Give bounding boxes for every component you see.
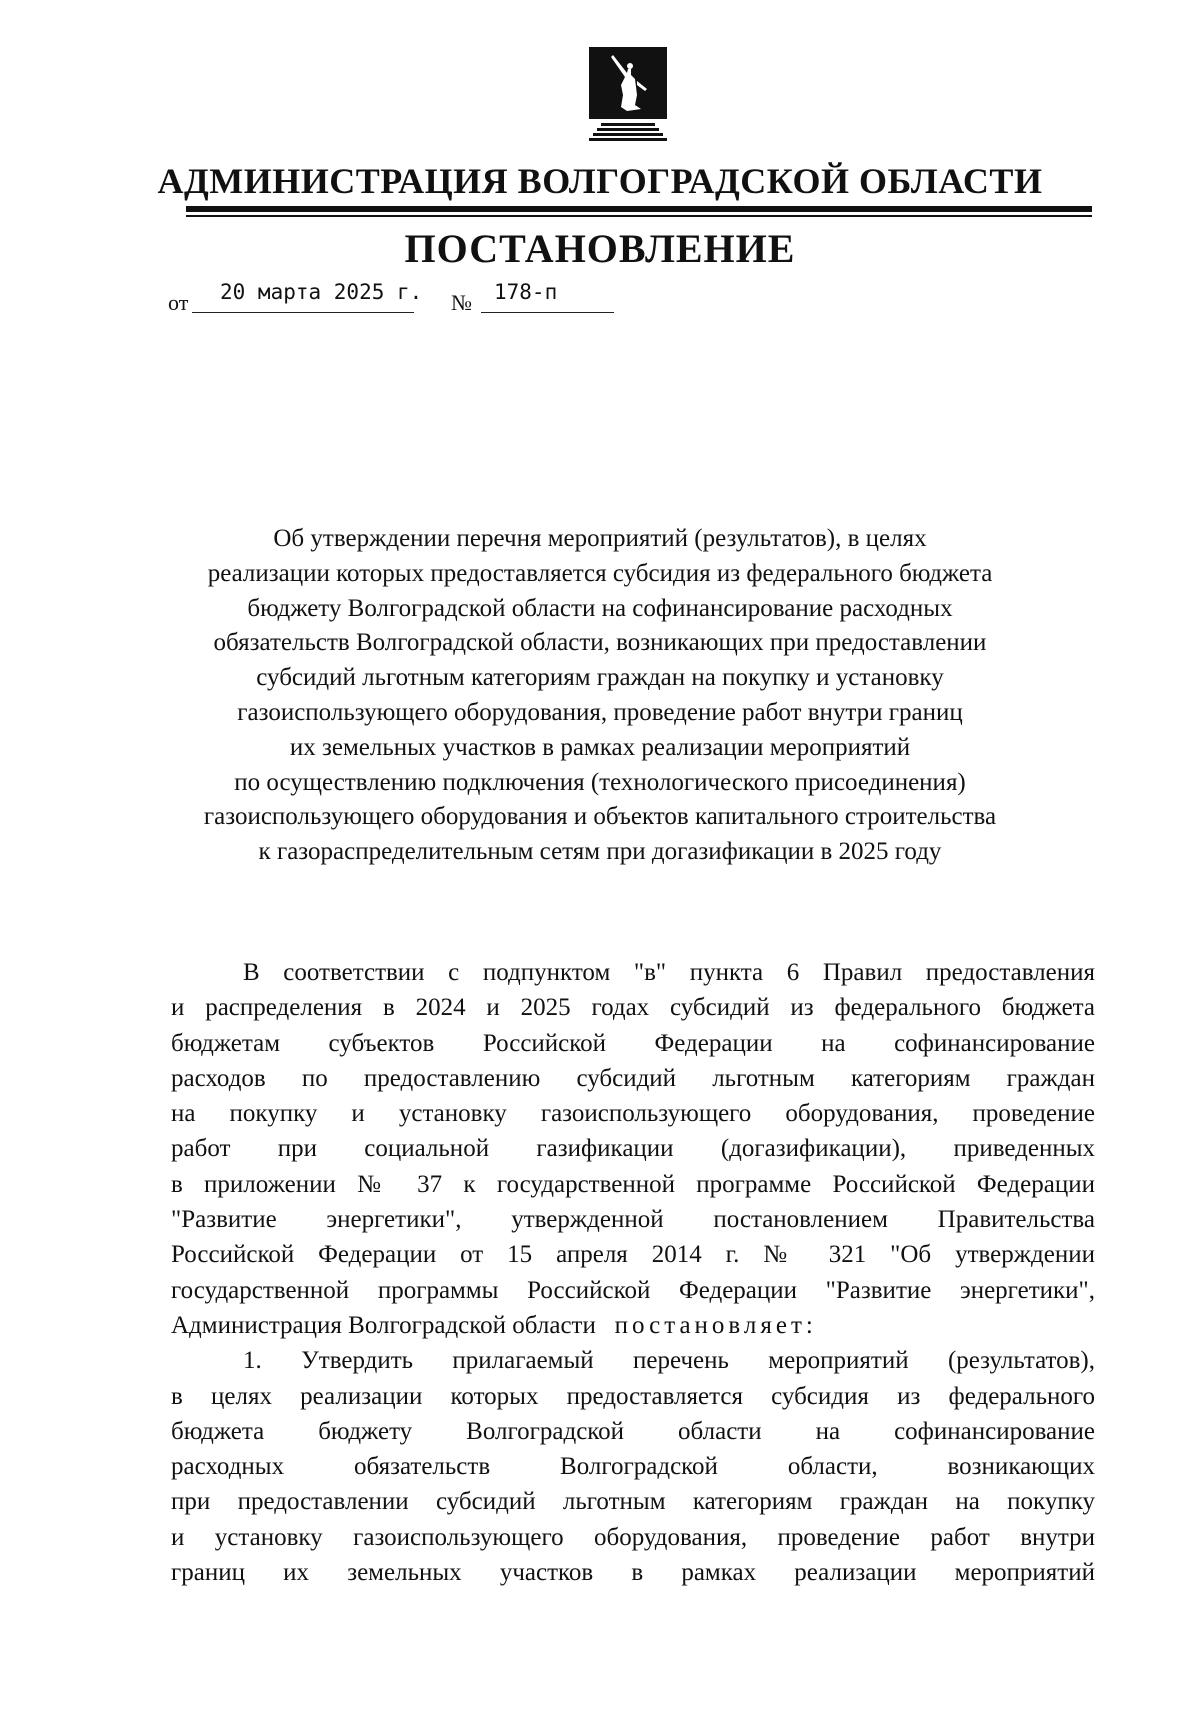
decree-verb: постановляет:: [614, 1311, 817, 1339]
body-line: 1. Утвердить прилагаемый перечень мероприятий (результатов),: [243, 1347, 1095, 1375]
heading-line: к газораспределительным сетям при догазификации в 2025 году: [258, 838, 942, 866]
body-line: государственной программы Российской Федерации "Развитие энергетики",: [171, 1276, 1095, 1304]
body-line: бюджетам субъектов Российской Федерации на софинансирование: [171, 1029, 1095, 1057]
heading-line: субсидий льготным категориям граждан на покупку и установку: [256, 664, 944, 692]
body-line-decree: [171, 1308, 1095, 1343]
body-line: при предоставлении субсидий льготным категориям граждан на покупку: [171, 1488, 1095, 1516]
heading-line: реализации которых предоставляется субсидия из федерального бюджета: [207, 559, 993, 587]
body-line: и распределения в 2024 и 2025 годах субсидий из федерального бюджета: [171, 994, 1095, 1022]
date-number-line: [168, 278, 628, 318]
date-underline: [192, 312, 414, 313]
body-line: расходных обязательств Волгоградской области, возникающих: [171, 1453, 1095, 1481]
body-line: бюджета бюджету Волгоградской области на софинансирование: [171, 1417, 1095, 1445]
body-line: работ при социальной газификации (догазификации), приведенных: [171, 1135, 1095, 1163]
document-body: [171, 955, 1095, 1590]
document-date: 20 марта 2025 г.: [220, 280, 423, 304]
body-line: в приложении № 37 к государственной программе Российской Федерации: [171, 1170, 1095, 1198]
body-line: в целях реализации которых предоставляется субсидия из федерального: [171, 1382, 1095, 1410]
number-prefix: №: [451, 290, 472, 315]
organization-title: АДМИНИСТРАЦИЯ ВОЛГОГРАДСКОЙ ОБЛАСТИ: [157, 161, 1043, 201]
body-line: "Развитие энергетики", утвержденной постановлением Правительства: [171, 1206, 1095, 1234]
heading-line: Об утверждении перечня мероприятий (результатов), в целях: [273, 525, 927, 552]
document-type: ПОСТАНОВЛЕНИЕ: [404, 226, 796, 271]
heading-line: обязательств Волгоградской области, возникающих при предоставлении: [213, 629, 987, 657]
heading-line: их земельных участков в рамках реализации мероприятий: [289, 733, 911, 761]
document-number: 178-п: [494, 280, 558, 304]
body-line: расходов по предоставлению субсидий льготным категориям граждан: [171, 1064, 1095, 1092]
date-prefix: от: [168, 290, 189, 315]
number-underline: [481, 312, 614, 313]
body-line: и установку газоиспользующего оборудования, проведение работ внутри: [171, 1523, 1095, 1551]
header-rule-thin: [186, 215, 1092, 217]
heading-line: по осуществлению подключения (технологического присоединения): [234, 768, 966, 796]
volgograd-emblem-icon: [587, 45, 669, 143]
body-line: Российской Федерации от 15 апреля 2014 г. № 321 "Об утверждении: [171, 1241, 1095, 1269]
body-line: на покупку и установку газоиспользующего оборудования, проведение: [171, 1100, 1095, 1128]
body-line: границ их земельных участков в рамках реализации мероприятий: [171, 1559, 1095, 1587]
body-line: В соответствии с подпунктом "в" пункта 6 Правил предоставления: [243, 959, 1095, 986]
heading-line: бюджету Волгоградской области на софинансирование расходных: [247, 594, 953, 622]
document-heading: [150, 522, 1050, 870]
decree-subject: Администрация Волгоградской области: [171, 1311, 596, 1339]
header-rule-thick: [186, 206, 1092, 212]
heading-line: газоиспользующего оборудования и объектов капитального строительства: [203, 803, 997, 831]
heading-line: газоиспользующего оборудования, проведение работ внутри границ: [237, 698, 963, 726]
